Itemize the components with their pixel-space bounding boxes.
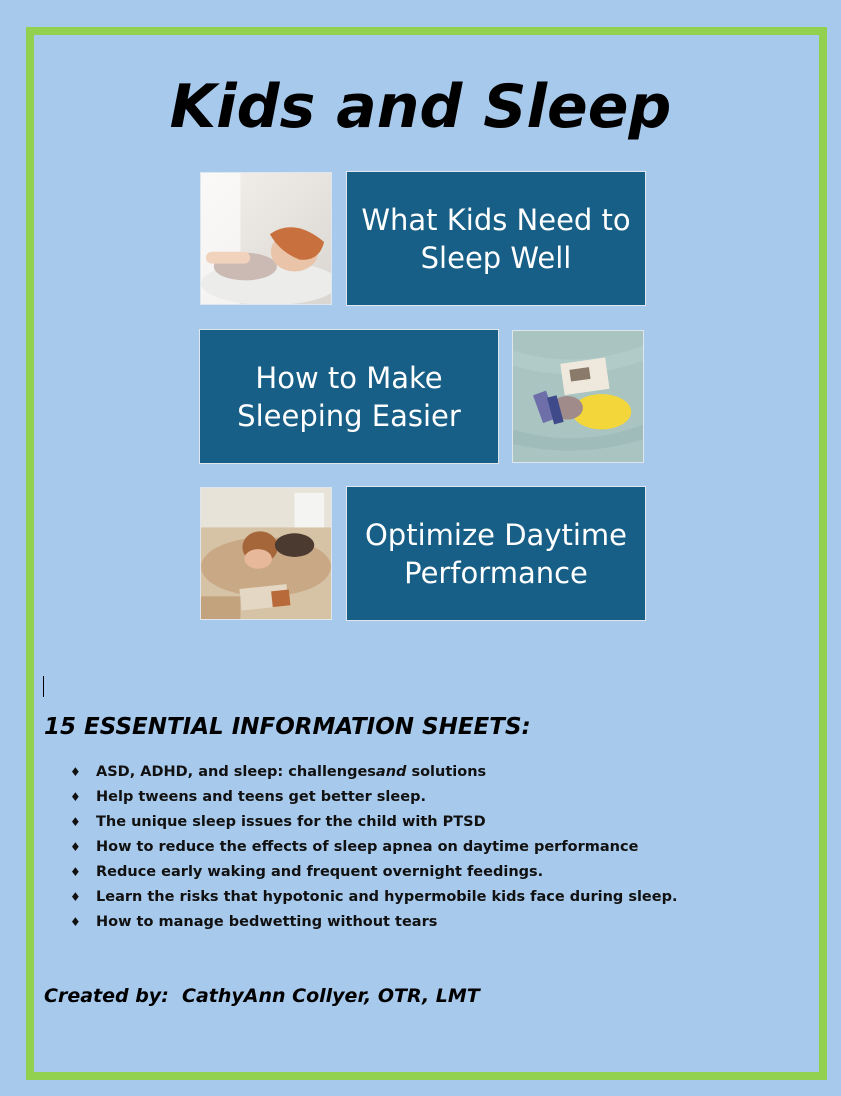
information-sheet-list	[68, 760, 677, 935]
tile-what-kids-need: What Kids Need to Sleep Well	[346, 171, 646, 306]
list-item: ♦ How to manage bedwetting without tears	[68, 910, 677, 935]
diamond-bullet-icon: ♦	[70, 765, 81, 779]
text-cursor	[43, 676, 44, 697]
diamond-bullet-icon: ♦	[70, 890, 81, 904]
list-item: ♦ Learn the risks that hypotonic and hypermobile kids face during sleep.	[68, 885, 677, 910]
tile-make-sleeping-easier: How to Make Sleeping Easier	[199, 329, 499, 464]
author-credit: Created by: CathyAnn Collyer, OTR, LMT	[44, 985, 480, 1007]
list-item: ♦ The unique sleep issues for the child with PTSD	[68, 810, 677, 835]
list-item: ♦ Reduce early waking and frequent overnight feedings.	[68, 860, 677, 885]
diamond-bullet-icon: ♦	[70, 840, 81, 854]
diamond-bullet-icon: ♦	[70, 790, 81, 804]
child-lying-on-bed-with-book-photo	[512, 330, 644, 463]
list-item: ♦ ASD, ADHD, and sleep: challenges and solutions	[68, 760, 677, 785]
list-item: ♦ Help tweens and teens get better sleep.	[68, 785, 677, 810]
diamond-bullet-icon: ♦	[70, 865, 81, 879]
tile-optimize-daytime: Optimize Daytime Performance	[346, 486, 646, 621]
section-heading: 15 ESSENTIAL INFORMATION SHEETS:	[44, 714, 531, 740]
page-title: Kids and Sleep	[169, 72, 672, 142]
diamond-bullet-icon: ♦	[70, 915, 81, 929]
list-item: ♦ How to reduce the effects of sleep apnea on daytime performance	[68, 835, 677, 860]
diamond-bullet-icon: ♦	[70, 815, 81, 829]
children-reading-on-couch-photo	[200, 487, 332, 620]
sleeping-child-photo	[200, 172, 332, 305]
